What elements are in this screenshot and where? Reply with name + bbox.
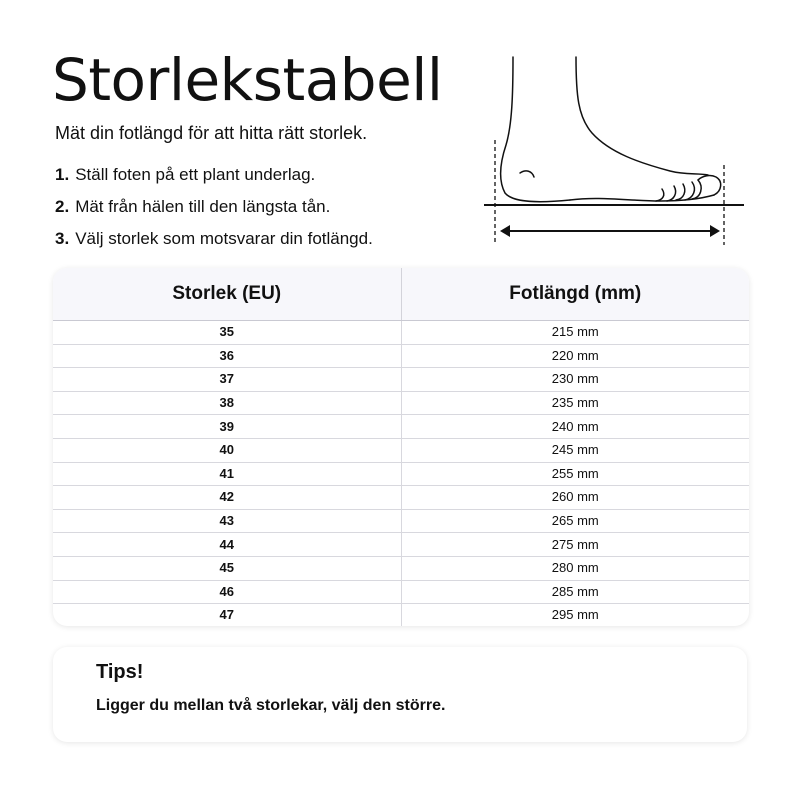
step-item [55,164,373,196]
size-cell: 40 [53,438,401,462]
length-cell: 230 mm [401,368,749,392]
tips-title: Tips! [96,661,144,683]
table-row [53,321,749,345]
table-row [53,368,749,392]
length-cell: 260 mm [401,486,749,510]
tips-card [53,647,747,742]
length-cell: 240 mm [401,415,749,439]
size-cell: 47 [53,604,401,626]
table-row [53,462,749,486]
table-header-row [53,268,749,321]
size-cell: 44 [53,533,401,557]
length-cell: 295 mm [551,607,599,623]
size-table [53,268,749,626]
step-item [55,196,373,228]
length-cell: 285 mm [401,580,749,604]
foot-measure-icon [480,55,748,250]
step-item [55,228,373,260]
table-row [53,344,749,368]
length-cell: 280 mm [401,556,749,580]
step-text: Välj storlek som motsvarar din fotlängd. [75,229,373,248]
length-cell: 265 mm [401,509,749,533]
table-row [53,556,749,580]
table-row [53,580,749,604]
size-cell: 35 [53,321,401,345]
table-row [53,486,749,510]
step-number: 2. [55,197,70,216]
size-cell: 42 [53,486,401,510]
length-cell: 235 mm [401,391,749,415]
table-row [53,604,749,626]
length-cell: 255 mm [401,462,749,486]
column-header-size: Storlek (EU) [53,268,401,321]
length-cell: 215 mm [401,321,749,345]
length-cell: 220 mm [401,344,749,368]
table-row [53,391,749,415]
size-cell: 46 [53,580,401,604]
instruction-steps [55,164,373,260]
size-cell: 45 [53,556,401,580]
table-row [53,509,749,533]
page-subtitle: Mät din fotlängd för att hitta rätt storlek. [55,123,368,143]
column-header-foot-length: Fotlängd (mm) [401,268,749,321]
step-text: Ställ foten på ett plant underlag. [75,165,316,184]
size-cell: 36 [53,344,401,368]
table-row [53,533,749,557]
size-cell: 37 [53,368,401,392]
page-title: Storlekstabell [52,46,443,114]
step-number: 3. [55,229,70,248]
table-row [53,438,749,462]
length-cell: 275 mm [401,533,749,557]
size-cell: 38 [53,391,401,415]
step-number: 1. [55,165,70,184]
table-row [53,415,749,439]
size-table-card [53,268,749,626]
step-text: Mät från hälen till den längsta tån. [75,197,331,216]
size-cell: 43 [53,509,401,533]
length-cell: 245 mm [401,438,749,462]
tips-text: Ligger du mellan två storlekar, välj den större. [96,697,446,714]
size-cell: 41 [53,462,401,486]
size-cell: 39 [53,415,401,439]
